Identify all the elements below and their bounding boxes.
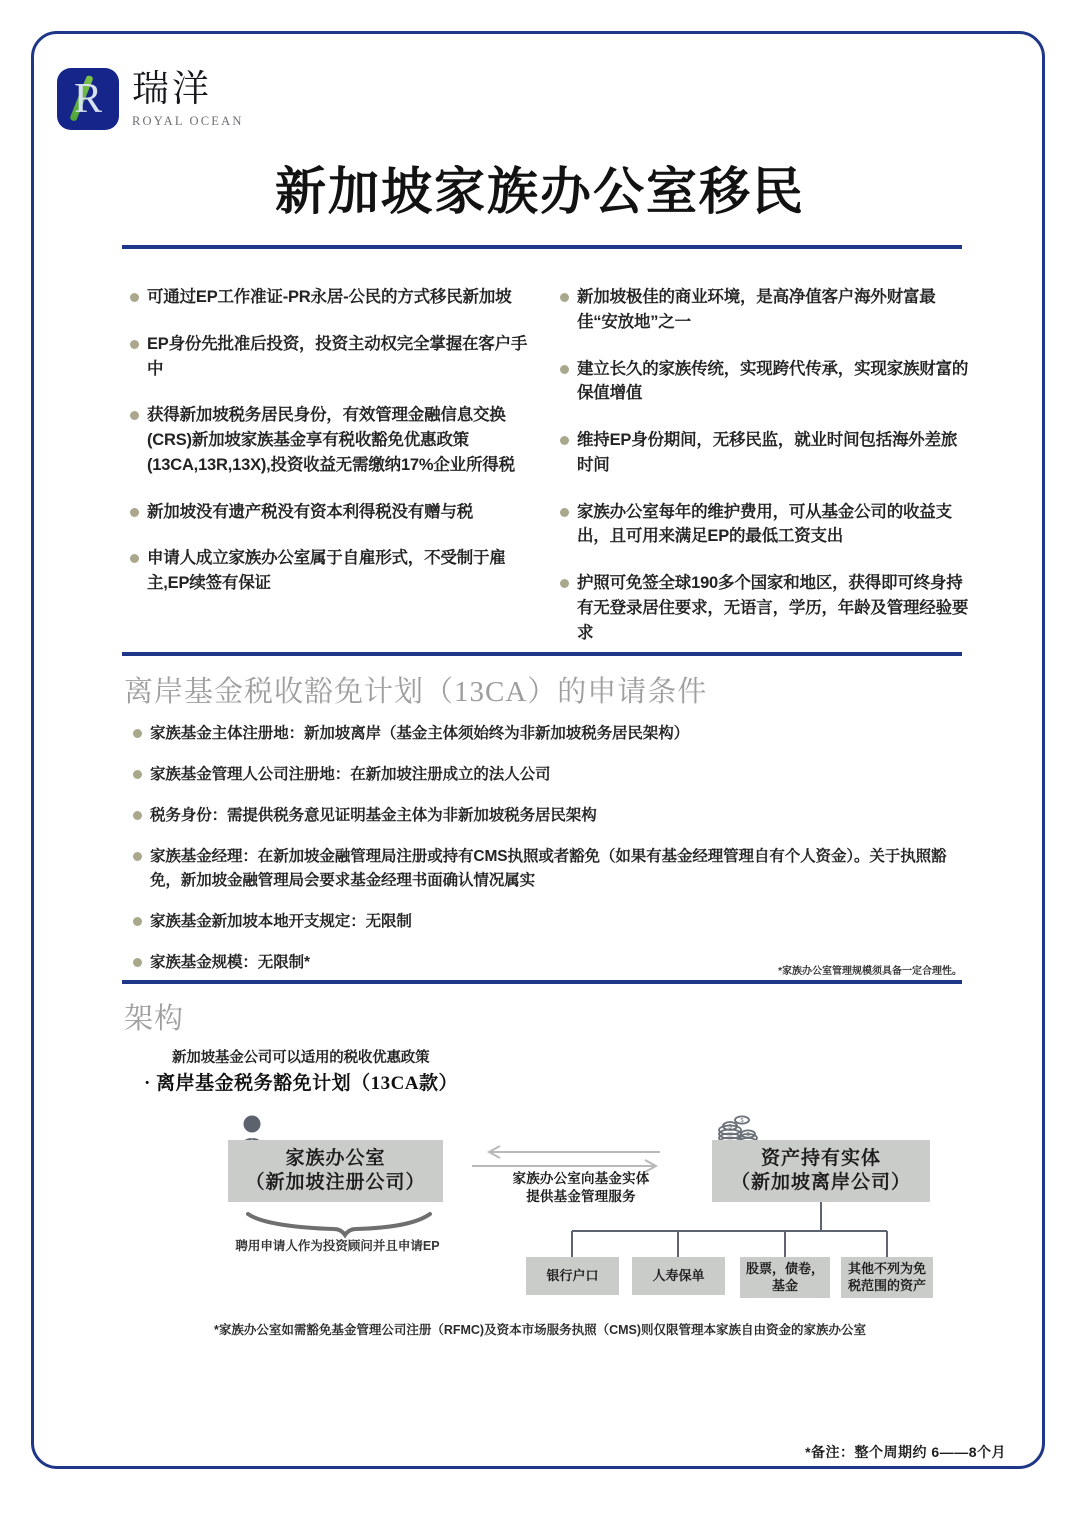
asset-label: 人寿保单 [652, 1267, 705, 1283]
list-item [133, 845, 963, 893]
bullet-dot-icon [560, 508, 569, 517]
condition-text: 家族基金管理人公司注册地：在新加坡注册成立的法人公司 [150, 766, 551, 784]
bullet-dot-icon [130, 340, 139, 349]
service-flow-label [466, 1170, 696, 1206]
bullet-dot-icon [560, 293, 569, 302]
svg-text:$: $ [740, 1118, 744, 1124]
list-item [133, 910, 963, 934]
list-item [130, 332, 530, 382]
bullet-dot-icon [130, 293, 139, 302]
service-flow-line2: 提供基金管理服务 [526, 1189, 636, 1205]
list-item [133, 804, 963, 828]
benefit-text: 新加坡没有遗产税没有资本利得税没有赠与税 [147, 502, 474, 521]
list-item [560, 357, 970, 407]
bullet-dot-icon [130, 554, 139, 563]
bullet-dot-icon [560, 436, 569, 445]
asset-box-bank-account [526, 1257, 619, 1295]
bullet-dot-icon [133, 917, 142, 926]
brand-name-cn: 瑞洋 [132, 68, 212, 110]
divider-top [122, 245, 962, 249]
brand-logo [57, 68, 244, 130]
footnote-13ca: *家族办公室管理规模须具备一定合理性。 [778, 966, 962, 977]
brand-name-en: ROYAL OCEAN [132, 113, 244, 128]
footnote-timeline: *备注：整个周期约 6——8个月 [805, 1444, 1006, 1460]
logo-letter: R [73, 76, 102, 122]
divider-middle [122, 652, 962, 656]
divider-bottom [122, 980, 962, 984]
family-office-subtitle: （新加坡注册公司） [245, 1172, 426, 1193]
benefit-text: 维持EP身份期间，无移民监，就业时间包括海外差旅时间 [577, 431, 958, 474]
benefit-text: 家族办公室每年的维护费用，可从基金公司的收益支出，且可用来满足EP的最低工资支出 [577, 502, 952, 546]
asset-box-securities [740, 1257, 830, 1298]
list-item [130, 403, 530, 477]
benefit-text: EP身份先批准后投资，投资主动权完全掌握在客户手中 [147, 334, 528, 378]
condition-text: 家族基金新加坡本地开支规定：无限制 [150, 913, 412, 931]
condition-text: 家族基金主体注册地：新加坡离岸（基金主体须始终为非新加坡税务居民架构） [150, 725, 690, 742]
list-item [130, 500, 530, 525]
list-item [133, 722, 963, 746]
asset-label-line2: 税范围的资产 [847, 1277, 926, 1293]
section-heading-13ca: 离岸基金税收豁免计划（13CA）的申请条件 [124, 676, 708, 708]
svg-text:$: $ [728, 1124, 732, 1131]
condition-text: 税务身份：需提供税务意见证明基金主体为非新加坡税务居民架构 [150, 807, 597, 825]
list-item [130, 285, 530, 310]
bullet-dot-icon [130, 411, 139, 420]
condition-text: 家族基金经理：在新加坡金融管理局注册或持有CMS执照或者豁免（如果有基金经理管理自有个人资金）。关于执照豁免，新加坡金融管理局会要求基金经理书面确认情况属实 [150, 848, 947, 890]
bullet-dot-icon [133, 852, 142, 861]
asset-box-life-insurance [632, 1257, 725, 1295]
list-item [130, 546, 530, 596]
service-flow-line1: 家族办公室向基金实体 [512, 1171, 650, 1186]
bullet-dot-icon [133, 729, 142, 738]
royal-ocean-logo-icon [57, 68, 119, 130]
asset-entity-title: 资产持有实体 [760, 1147, 881, 1169]
brand-text [132, 68, 244, 128]
benefits-column-right [560, 285, 970, 667]
benefit-text: 建立长久的家族传统，实现跨代传承，实现家族财富的保值增值 [577, 359, 969, 403]
benefit-text: 获得新加坡税务居民身份，有效管理金融信息交换(CRS)新加坡家族基金享有税收豁免优惠政策(13CA,13R,13X),投资收益无需缴纳17%企业所得税 [147, 406, 515, 474]
brace-caption: 聘用申请人作为投资顾问并且申请EP [235, 1239, 440, 1253]
asset-label-line2: 基金 [771, 1277, 798, 1293]
benefit-text: 新加坡极佳的商业环境，是高净值客户海外财富最佳“安放地”之一 [577, 288, 936, 331]
asset-label-line1: 其他不列为免 [847, 1260, 926, 1276]
asset-label: 银行户口 [546, 1267, 599, 1283]
asset-label-line1: 股票，债卷， [745, 1260, 824, 1276]
benefit-text: 可通过EP工作准证-PR永居-公民的方式移民新加坡 [147, 288, 512, 306]
page-title: 新加坡家族办公室移民 [274, 165, 805, 221]
conditions-list [133, 722, 963, 992]
family-office-box [228, 1140, 443, 1202]
architecture-subtitle: 新加坡基金公司可以适用的税收优惠政策 [172, 1050, 430, 1066]
condition-text: 家族基金规模：无限制* [150, 954, 310, 972]
footnote-architecture: *家族办公室如需豁免基金管理公司注册（RFMC)及资本市场服务执照（CMS)则仅限管理本家族自由资金的家族办公室 [213, 1323, 867, 1337]
architecture-scheme-label: · 离岸基金税务豁免计划（13CA款） [144, 1073, 459, 1094]
list-item [560, 571, 970, 645]
list-item [560, 285, 970, 335]
svg-text:$: $ [746, 1132, 750, 1138]
bullet-dot-icon [130, 508, 139, 517]
section-heading-architecture: 架构 [124, 1003, 185, 1035]
bullet-dot-icon [560, 365, 569, 374]
benefits-columns [130, 285, 970, 667]
benefit-text: 护照可免签全球190多个国家和地区，获得即可终身持有无登录居住要求，无语言，学历，年龄及管理经验要求 [577, 574, 969, 642]
bullet-dot-icon [560, 579, 569, 588]
bullet-dot-icon [133, 811, 142, 820]
bullet-dot-icon [133, 958, 142, 967]
list-item [133, 763, 963, 787]
asset-box-other-taxable [841, 1257, 933, 1298]
list-item [560, 500, 970, 550]
benefit-text: 申请人成立家族办公室属于自雇形式，不受制于雇主,EP续签有保证 [147, 549, 506, 592]
family-office-title: 家族办公室 [285, 1147, 386, 1169]
asset-entity-subtitle: （新加坡离岸公司） [730, 1172, 911, 1193]
list-item [560, 428, 970, 478]
bullet-dot-icon [133, 770, 142, 779]
benefits-column-left [130, 285, 530, 667]
asset-holding-entity-box [712, 1140, 930, 1202]
